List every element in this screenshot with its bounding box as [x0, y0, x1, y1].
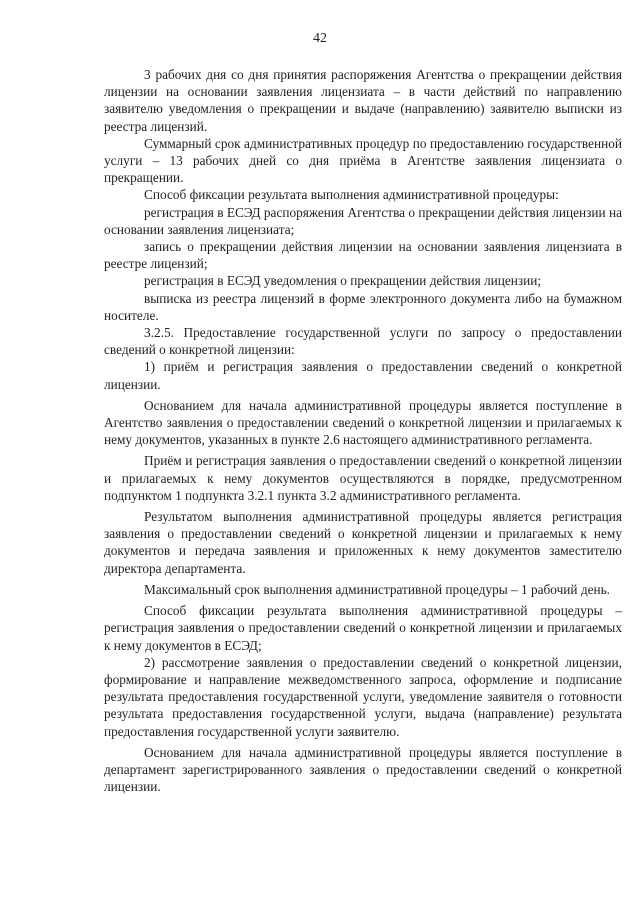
paragraph: Способ фиксации результата выполнения административной процедуры – регистрация заявления о предоставлении сведений о конкретной лицензии и прилагаемых к нему документов в ЕСЭД;	[104, 603, 622, 653]
paragraph: Способ фиксации результата выполнения административной процедуры:	[144, 187, 559, 203]
paragraph: 3 рабочих дня со дня принятия распоряжения Агентства о прекращении действия лицензии на основании заявления лицензиата – в части действий по направлению заявителю уведомления о прекращении и выдаче (направлению) заявителю выписки из реестра лицензий.	[104, 67, 622, 134]
paragraph: Результатом выполнения административной процедуры является регистрация заявления о предоставлении сведений о конкретной лицензии и прилагаемых к нему документов и передача заявления и приложенных к нему документов заместителю директора департамента.	[104, 509, 622, 576]
paragraph: Максимальный срок выполнения административной процедуры – 1 рабочий день.	[144, 581, 610, 597]
paragraph: регистрация в ЕСЭД уведомления о прекращении действия лицензии;	[144, 273, 542, 289]
document-body	[104, 66, 622, 795]
paragraph: выписка из реестра лицензий в форме электронного документа либо на бумажном носителе.	[104, 290, 622, 323]
page-number: 42	[313, 31, 327, 46]
paragraph: Приём и регистрация заявления о предоставлении сведений о конкретной лицензии и прилагаемых к нему документов осуществляются в порядке, предусмотренном подпунктом 1 подпункта 3.2.1 пункта 3.2 административного регламента.	[104, 453, 622, 503]
paragraph: 1) приём и регистрация заявления о предоставлении сведений о конкретной лицензии.	[104, 359, 622, 392]
paragraph: запись о прекращении действия лицензии на основании заявления лицензиата в реестре лицензий;	[104, 239, 622, 272]
paragraph: регистрация в ЕСЭД распоряжения Агентства о прекращении действия лицензии на основании заявления лицензиата;	[104, 204, 622, 237]
paragraph: Суммарный срок административных процедур по предоставлению государственной услуги – 13 рабочих дней со дня приёма в Агентстве заявления лицензиата о прекращении.	[104, 135, 622, 186]
paragraph: 2) рассмотрение заявления о предоставлении сведений о конкретной лицензии, формирование и направление межведомственного запроса, оформление и подписание результата предоставления государственной услуги, уведомление заявителя о готовности результата предоставления государственной услуги, выдача (направление) результата предоставления государственной услуги заявителю.	[104, 654, 622, 739]
paragraph: Основанием для начала административной процедуры является поступление в Агентство заявления о предоставлении сведений о конкретной лицензии и прилагаемых к нему документов, указанных в пункте 2.6 настоящего административного регламента.	[104, 397, 622, 448]
section-heading: 3.2.5. Предоставление государственной услуги по запросу о предоставлении сведений о конкретной лицензии:	[104, 325, 622, 358]
paragraph: Основанием для начала административной процедуры является поступление в департамент зарегистрированного заявления о предоставлении сведений о конкретной лицензии.	[104, 744, 622, 795]
